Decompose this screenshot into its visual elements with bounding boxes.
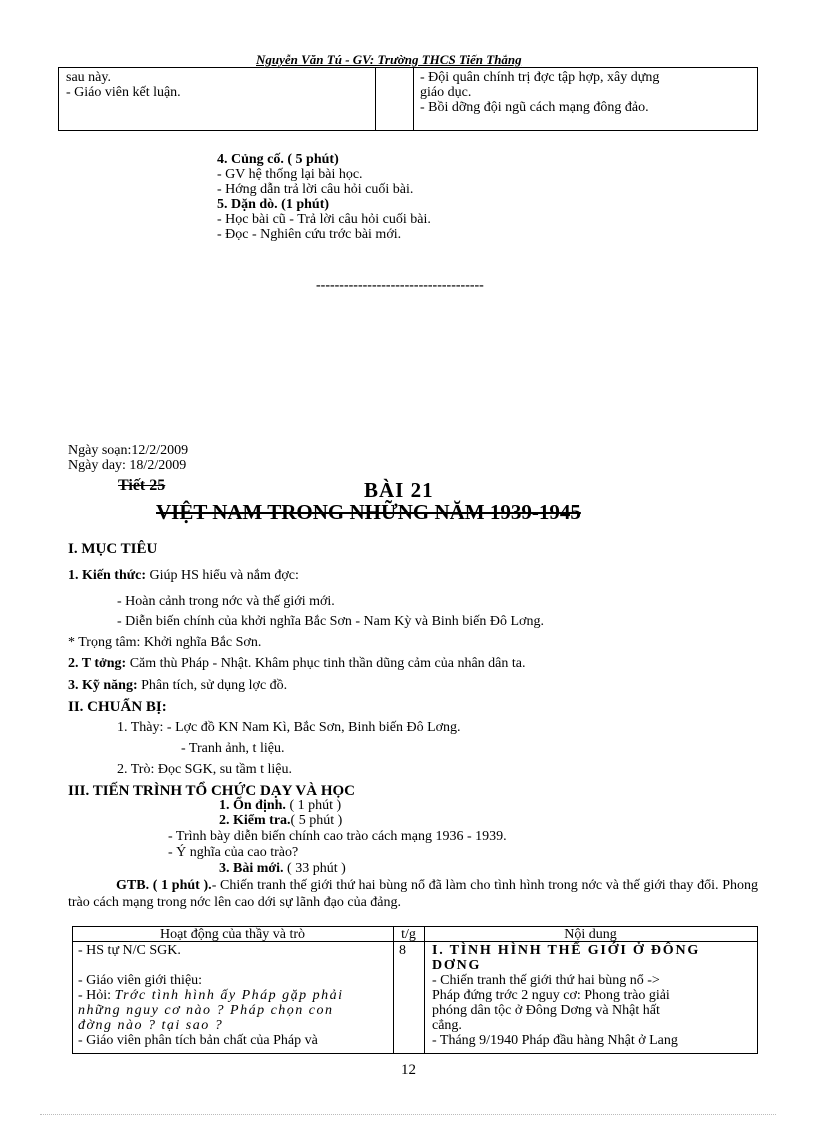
page-number: 12 [401,1062,416,1078]
bai-moi: 3. Bài mới. ( 33 phút ) [219,861,346,876]
kiem-tra: 2. Kiểm tra.( 5 phút ) [219,813,343,828]
kien-thuc-item: - Hoàn cảnh trong nớc và thế giới mới. [117,594,335,609]
header-tg: t/g [401,927,416,942]
page-header: Nguyễn Văn Tú - GV: Trường THCS Tiến Thắng [256,52,522,67]
top-table-left-cell: sau này. - Giáo viên kết luận. [66,70,181,100]
chuan-bi-tro: 2. Trò: Đọc SGK, su tầm t liệu. [117,762,293,777]
tien-trinh-heading: III. TIẾN TRÌNH TỔ CHỨC DẠY VÀ HỌC [68,783,355,799]
col-tg: 8 [399,943,406,958]
chuan-bi-thay-2: - Tranh ảnh, t liệu. [181,741,285,756]
kiem-tra-item: - Trình bày diễn biến chính cao trào cách mạng 1936 - 1939. [168,829,507,844]
ngay-soan: Ngày soạn:12/2/2009 [68,443,189,458]
section-heading: I. TÌNH HÌNH THẾ GIỚI Ở ĐÔNG [432,943,701,958]
ky-nang: 3. Kỹ năng: Phân tích, sử dụng lợc đồ. [68,678,288,693]
col-noi-dung: I. TÌNH HÌNH THẾ GIỚI Ở ĐÔNG DƠNG - Chiến tranh thế giới thứ hai bùng nổ -> Pháp đứng trớc 2 nguy cơ: Phong trào giải phóng dân tộc ở Đông Dơng và Nhật hất cẳng. - Tháng 9/1940 Pháp đầu hàng Nhật ở Lang [432,943,701,1048]
cung-co-section: 4. Củng cố. ( 5 phút) - GV hệ thống lại bài học. - Hớng dẫn trả lời câu hỏi cuối bài. 5. Dặn dò. (1 phút) - Học bài cũ - Trả lời câu hỏi cuối bài. - Đọc - Nghiên cứu trớc bài mới. [217,152,431,242]
page-bottom-border [40,1114,776,1116]
cung-co-heading: 4. Củng cố. ( 5 phút) [217,152,339,167]
on-dinh: 1. Ổn định. ( 1 phút ) [219,798,342,813]
chuan-bi-heading: II. CHUẨN BỊ: [68,699,167,715]
gtb-paragraph: GTB. ( 1 phút ).- Chiến tranh thế giới thứ hai bùng nổ đã làm cho tình hình trong nớc và thế giới thay đổi. Phong trào cách mạng trong nớc lên cao dới sự lãnh đạo của đảng. [68,878,758,910]
muc-tieu-heading: I. MỤC TIÊU [68,541,158,557]
ngay-day: Ngày day: 18/2/2009 [68,458,187,473]
kiem-tra-item: - Ý nghĩa của cao trào? [168,845,299,860]
col-hoat-dong: - HS tự N/C SGK. - Giáo viên giới thiệu: - Hỏi: Trớc tình hình ấy Pháp gặp phải những nguy cơ nào ? Pháp chọn con đờng nào ? tại sao ? - Giáo viên phân tích bản chất của Pháp và [78,943,344,1048]
header-hoat-dong: Hoạt động của thầy và trò [159,927,305,942]
tiet-label: Tiết 25 [118,477,166,494]
chuan-bi-thay: 1. Thày: - Lợc đồ KN Nam Kì, Bắc Sơn, Binh biến Đô Lơng. [117,720,461,735]
header-noi-dung: Nội dung [564,927,617,942]
dates [68,443,188,473]
trong-tam: * Trọng tâm: Khởi nghĩa Bắc Sơn. [68,635,262,650]
kien-thuc-item: - Diễn biến chính của khởi nghĩa Bắc Sơn - Nam Kỳ và Binh biến Đô Lơng. [117,614,544,629]
kien-thuc: 1. Kiến thức: Giúp HS hiểu và nắm đợc: [68,568,299,583]
tu-tuong: 2. T tởng: Căm thù Pháp - Nhật. Khâm phục tinh thần dũng cảm của nhân dân ta. [68,656,526,671]
lesson-title: VIỆT NAM TRONG NHỮNG NĂM 1939-1945 [156,500,581,524]
top-table-right-cell: - Đội quân chính trị đợc tập hợp, xây dựng giáo dục. - Bồi dỡng đội ngũ cách mạng đông đảo. [420,70,660,115]
dan-do-heading: 5. Dặn dò. (1 phút) [217,197,330,212]
lesson-number: BÀI 21 [364,478,434,502]
separator: ------------------------------------ [316,278,484,293]
